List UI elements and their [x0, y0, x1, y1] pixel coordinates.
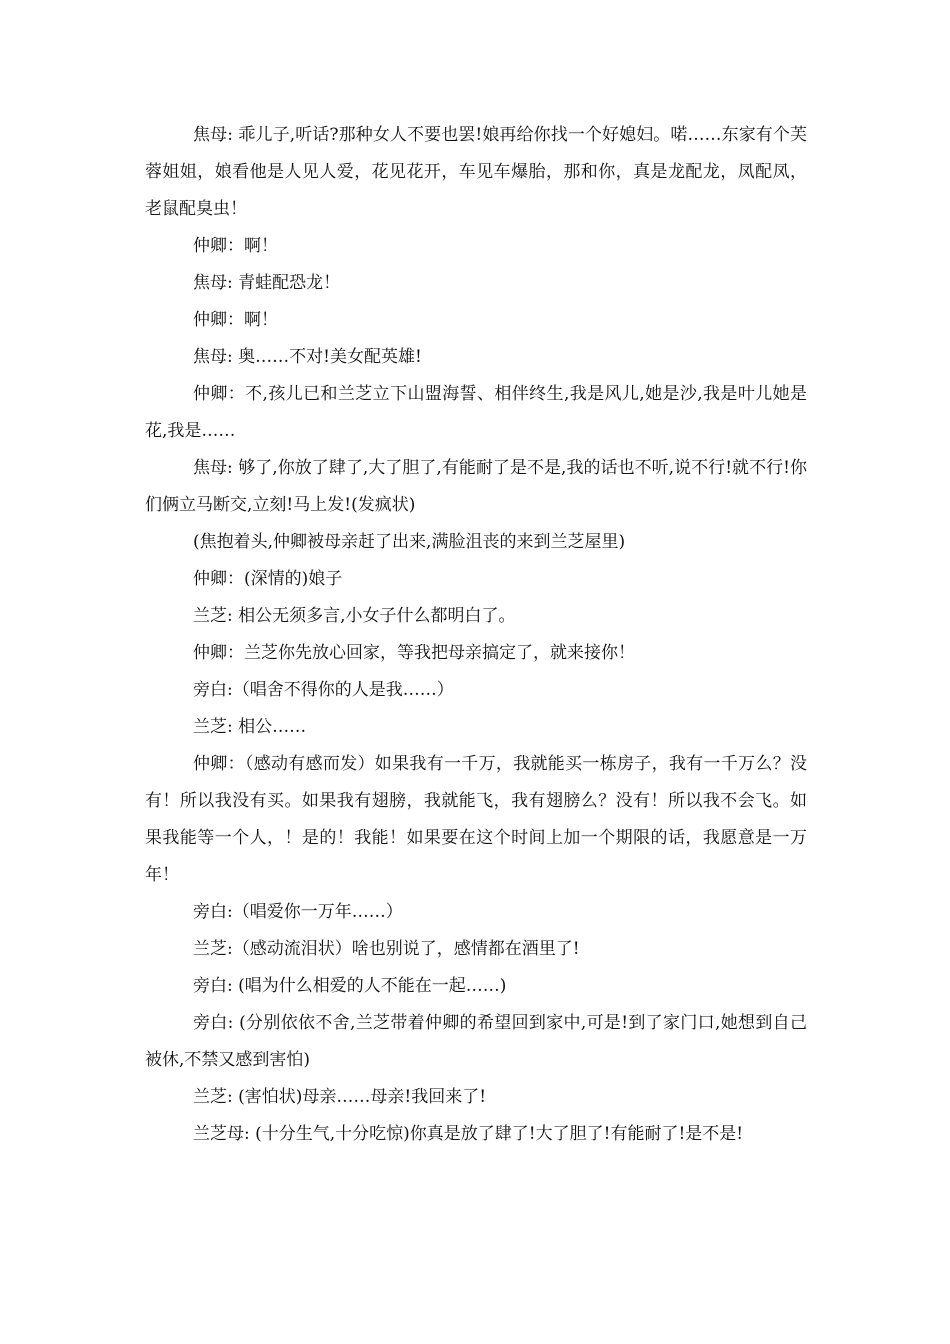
paragraph: 仲卿：兰芝你先放心回家，等我把母亲搞定了，就来接你！ — [193, 643, 635, 663]
paragraph: 仲卿：啊！ — [193, 236, 278, 256]
script-text-body — [145, 117, 807, 1153]
paragraph: 兰芝:（感动流泪状）啥也别说了，感情都在酒里了! — [193, 939, 580, 959]
paragraph: 兰芝母: (十分生气,十分吃惊)你真是放了肆了!大了胆了!有能耐了!是不是! — [193, 1124, 744, 1144]
paragraph: 焦母: 乖儿子,听话?那种女人不要也罢!娘再给你找一个好媳妇。喏……东家有个芙蓉姐姐，娘看他是人见人爱，花见花开，车见车爆胎，那和你，真是龙配龙，凤配凤，老鼠配臭虫！ — [145, 125, 807, 219]
paragraph: 仲卿：啊！ — [193, 310, 278, 330]
paragraph: 旁白: (唱为什么相爱的人不能在一起……) — [193, 976, 507, 996]
paragraph: 焦母: 青蛙配恐龙！ — [193, 273, 341, 293]
paragraph: 兰芝: 相公…… — [193, 717, 307, 737]
paragraph: 旁白: (分别依依不舍,兰芝带着仲卿的希望回到家中,可是!到了家门口,她想到自己被休,不禁又感到害怕) — [145, 1013, 807, 1070]
paragraph: (焦抱着头,仲卿被母亲赶了出来,满脸沮丧的来到兰芝屋里) — [193, 532, 626, 552]
paragraph: 旁白:（唱舍不得你的人是我……） — [193, 680, 454, 700]
paragraph: 仲卿：（感动有感而发）如果我有一千万，我就能买一栋房子，我有一千万么？没有！所以我没有买。如果我有翅膀，我就能飞，我有翅膀么？没有！所以我不会飞。如果我能等一个人，！是的！我能！如果要在这个时间上加一个期限的话，我愿意是一万年！ — [145, 754, 807, 885]
paragraph: 兰芝: 相公无须多言,小女子什么都明白了。 — [193, 606, 516, 626]
paragraph: 焦母: 奥……不对!美女配英雄! — [193, 347, 422, 367]
paragraph: 焦母: 够了,你放了肆了,大了胆了,有能耐了是不是,我的话也不听,说不行!就不行!你们俩立马断交,立刻!马上发!(发疯状) — [145, 458, 807, 515]
paragraph: 兰芝: (害怕状)母亲……母亲!我回来了! — [193, 1087, 487, 1107]
paragraph: 旁白:（唱爱你一万年……） — [193, 902, 403, 922]
paragraph: 仲卿：不,孩儿已和兰芝立下山盟海誓、相伴终生,我是风儿,她是沙,我是叶儿她是花,我是…… — [145, 384, 807, 441]
paragraph: 仲卿：(深情的)娘子 — [193, 569, 343, 589]
